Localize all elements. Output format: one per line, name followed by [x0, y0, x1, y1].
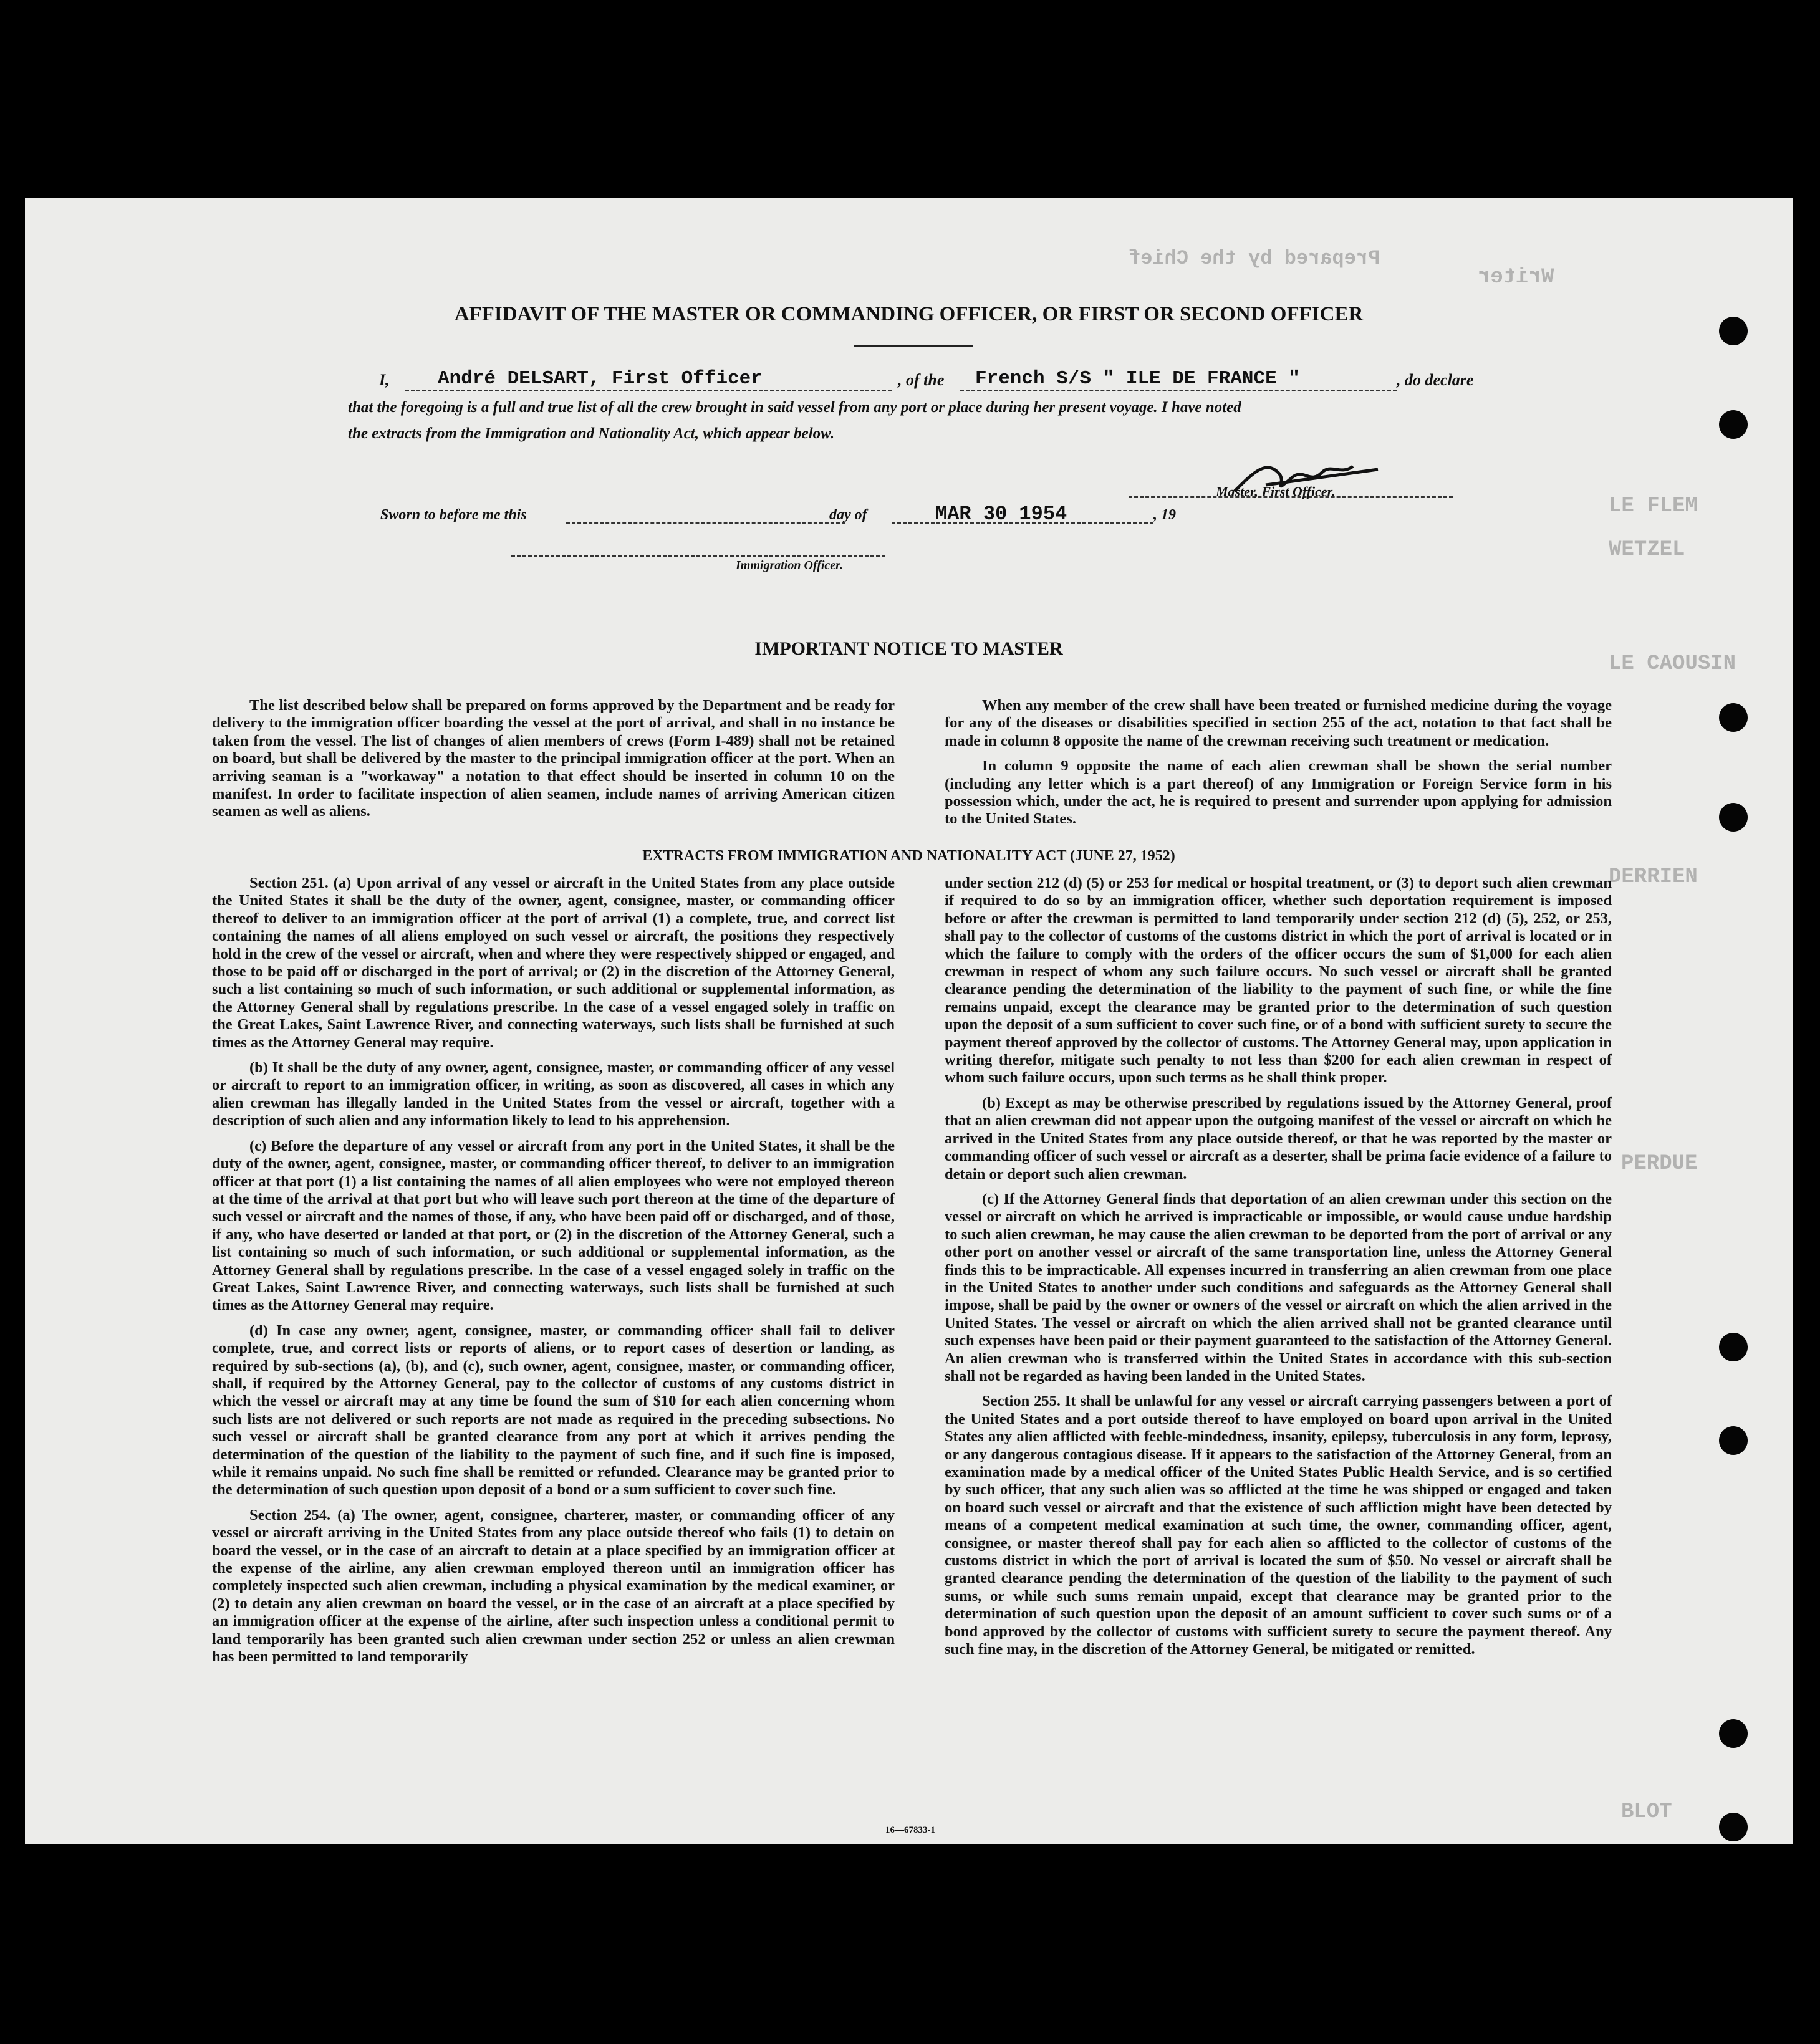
vessel-line — [960, 390, 1397, 391]
extract-paragraph: (d) In case any owner, agent, consignee, master, or commanding officer shall fail to deliver complete, true, and correct lists or reports of aliens, or to report cases of desertion or landing, as required by sub-sections (a), (b), and (c), such owner, agent, consignee, master, or commanding officer, shall, if required by the Attorney General, pay to the collector of customs of any customs district in which the vessel or aircraft may at any time be found the sum of $10 for each alien concerning whom such lists are not delivered or such reports are not made as required in the preceding subsections. No such vessel or aircraft shall be granted clearance from any port at which it arrives pending the determination of the question of the liability to the payment of such fine, and if such fine is imposed, while it remains unpaid. No such fine shall be remitted or refunded. Clearance may be granted prior to the determination of such question upon deposit of a bond or a sum sufficient to cover such fine. — [212, 1322, 895, 1499]
extract-paragraph: Section 254. (a) The owner, agent, consignee, charterer, master, or commanding officer of any vessel or aircraft arriving in the United States from any place outside thereof who fails (1) to detain on board the vessel, or in the case of an aircraft to detain at a place specified by an immigration officer at the expense of the airline, any alien crewman employed thereon until an immigration officer has completely inspected such alien crewman, including a physical examination by the medical examiner, or (2) to detain any alien crewman on board the vessel, or in the case of an aircraft at a place specified by an immigration officer at the expense of the airline, after such inspection unless a conditional permit to land temporarily has been granted such alien crewman under section 252 or unless an alien crewman has been permitted to land temporarily — [212, 1506, 895, 1666]
bleed-through-text: PERDUE — [1621, 1152, 1698, 1176]
day-of-label: day of — [829, 507, 867, 523]
notice-left-paragraph: The list described below shall be prepared on forms approved by the Department and be ready for delivery to the immigration officer boarding the vessel at the port of arrival, and shall in no instance be taken from the vessel. The list of changes of alien members of crews (Form I-489) shall not be retained on board, but shall be delivered by the master to the principal immigration officer at the port. When an arriving seaman is a "workaway" a notation to that effect should be inserted in column 10 on the manifest. In order to facilitate inspection of alien seamen, include names of arriving American citizen seamen as well as aliens. — [212, 697, 895, 820]
title-rule — [854, 345, 973, 347]
extracts-title: EXTRACTS FROM IMMIGRATION AND NATIONALITY ACT (JUNE 27, 1952) — [642, 848, 1175, 864]
officer-name: André DELSART, First Officer — [438, 368, 763, 390]
vessel-name: French S/S " ILE DE FRANCE " — [975, 368, 1300, 390]
name-line — [405, 390, 892, 391]
extracts-left-column — [212, 875, 895, 1673]
extract-paragraph: under section 212 (d) (5) or 253 for medical or hospital treatment, or (3) to deport such alien crewman if required to do so by an immigration officer, whether such deportation requirement is imposed before or after the crewman is permitted to land temporarily under section 212 (d) (5), 252, or 253, shall pay to the collector of customs of the customs district in which the port of arrival is located or in which the failure to comply with the orders of the officer occurs the sum of $1,000 for each alien crewman in respect of whom any such failure occurs. No such vessel or aircraft shall be granted clearance pending the determination of the liability to the payment of such fine, or while the fine remains unpaid, except the clearance may be granted prior to the determination of such question upon the deposit of a sum sufficient to cover such fine, or of a bond with sufficient surety to secure the payment thereof approved by the collector of customs. The Attorney General may, upon application in writing therefor, mitigate such penalty to not less than $200 for each alien crewman in respect of whom such failure occurs, upon such terms as he shall think proper. — [945, 875, 1612, 1087]
signature-caption: Master, First Officer. — [1216, 484, 1336, 499]
binder-hole — [1719, 1426, 1748, 1455]
notice-right-paragraph-2: In column 9 opposite the name of each alien crewman shall be shown the serial number (including any letter which is a part thereof) of any Immigration or Foreign Service form in his possession which, under the act, he is required to present and surrender upon applying for admission to the United States. — [945, 757, 1612, 828]
binder-hole — [1719, 703, 1748, 732]
affidavit-line2: that the foregoing is a full and true list of all the crew brought in said vessel from any port or place during her present voyage. I have noted — [348, 399, 1241, 416]
bleed-through-text: WETZEL — [1609, 538, 1685, 562]
binder-hole — [1719, 1333, 1748, 1361]
bleed-through-text: Writer — [1478, 266, 1554, 289]
extract-paragraph: Section 255. It shall be unlawful for any vessel or aircraft carrying passengers between a port of the United States and a port outside thereof to have employed on board upon arrival in the United States any alien afflicted with feeble-mindedness, insanity, epilepsy, tuberculosis in any form, leprosy, or any dangerous contagious disease. If it appears to the satisfaction of the Attorney General, from an examination made by a medical officer of the United States Public Health Service, and is so certified by such officer, that any such alien was so afflicted at the time he was shipped or engaged and taken on board such vessel or aircraft and that the existence of such affliction might have been detected by means of a competent medical examination at such time, the owner, commanding officer, agent, consignee, or master thereof shall pay for each alien so afflicted to the collector of customs of the customs district in which the port of arrival is located the sum of $50. No vessel or aircraft shall be granted clearance pending the determination of the question of the liability to the payment of such sums, or while such sums remain unpaid, except that clearance may be granted prior to the determination of such question upon the deposit of an amount sufficient to cover such sums or of a bond approved by the collector of customs with sufficient surety to secure the payment thereof. Any such fine may, in the discretion of the Attorney General, be mitigated or remitted. — [945, 1393, 1612, 1658]
binder-hole — [1719, 410, 1748, 439]
form-number: 16—67833-1 — [885, 1825, 935, 1835]
bleed-through-text: DERRIEN — [1609, 865, 1698, 889]
binder-hole — [1719, 803, 1748, 832]
extract-paragraph: (b) It shall be the duty of any owner, agent, consignee, master, or commanding officer of any vessel or aircraft to report to an immigration officer, in writing, as soon as discovered, all cases in which any alien crewman has illegally landed in the United States from the vessel or aircraft, together with a description of such alien and any information likely to lead to his apprehension. — [212, 1059, 895, 1130]
bleed-through-text: BLOT — [1621, 1800, 1672, 1824]
bleed-through-text: Prepared by the Chief — [1129, 247, 1380, 270]
affidavit-title: AFFIDAVIT OF THE MASTER OR COMMANDING OFFICER, OR FIRST OR SECOND OFFICER — [454, 303, 1364, 325]
extract-paragraph: (c) Before the departure of any vessel or aircraft from any port in the United States, it shall be the duty of the owner, agent, consignee, master, or commanding officer thereof, to deliver to an immigration officer at that port (1) a list containing the names of all alien employees who were not employed thereon at the time of the arrival at that port but who will leave such port thereon at the time of the departure of such vessel or aircraft and the names of those, if any, who have been paid off or discharged, and of those, if any, who have deserted or landed at that port, or (2) in the discretion of the Attorney General, such a list containing so much of such information, or such additional or supplemental information, as the Attorney General shall by regulations prescribe. In the case of a vessel engaged solely in traffic on the Great Lakes, Saint Lawrence River, and connecting waterways, such lists shall be furnished at such times as the Attorney General may require. — [212, 1137, 895, 1314]
extracts-right-column — [945, 875, 1612, 1666]
sworn-label: Sworn to before me this — [380, 507, 527, 523]
notice-right-column — [945, 697, 1612, 836]
notice-right-paragraph-1: When any member of the crew shall have been treated or furnished medicine during the voyage for any of the diseases or disabilities specified in section 255 of the act, notation to that fact shall be made in column 8 opposite the name of the crewman receiving such treatment or medication. — [945, 697, 1612, 749]
do-declare-label: , do declare — [1397, 371, 1474, 389]
extract-paragraph: (b) Except as may be otherwise prescribed by regulations issued by the Attorney General, proof that an alien crewman did not appear upon the outgoing manifest of the vessel or aircraft on which he arrived in the United States from any place outside thereof, or that he was reported by the master or commanding officer of such vessel or aircraft as a deserter, shall be prima facie evidence of a failure to detain or deport such alien crewman. — [945, 1094, 1612, 1183]
binder-hole — [1719, 1719, 1748, 1748]
bleed-through-text: LE CAOUSIN — [1609, 652, 1736, 676]
officer-line — [511, 555, 885, 557]
notice-title: IMPORTANT NOTICE TO MASTER — [754, 638, 1063, 659]
extract-paragraph: Section 251. (a) Upon arrival of any vessel or aircraft in the United States from any place outside the United States it shall be the duty of the owner, agent, consignee, master, or commanding officer thereof to deliver to an immigration officer at the port of arrival (1) a complete, true, and correct list containing the names of all aliens employed on such vessel or aircraft, the positions they respectively hold in the crew of the vessel or aircraft, when and where they were respectively shipped or engaged, and those to be paid off or discharged in the port of arrival; or (2) in the discretion of the Attorney General, such a list containing so much of such information, or such additional or supplemental information, as the Attorney General shall by regulations prescribe. In the case of a vessel engaged solely in traffic on the Great Lakes, Saint Lawrence River, and connecting waterways, such lists shall be furnished at such times as the Attorney General may require. — [212, 875, 895, 1051]
bleed-through-text: LE FLEM — [1609, 494, 1698, 518]
binder-hole — [1719, 1813, 1748, 1841]
immigration-officer-caption: Immigration Officer. — [736, 559, 843, 572]
year-suffix: , 19 — [1153, 507, 1176, 523]
of-the-label: , of the — [898, 371, 945, 389]
sworn-date-stamp: MAR 30 1954 — [935, 502, 1067, 525]
affidavit-line3: the extracts from the Immigration and Nationality Act, which appear below. — [348, 425, 835, 442]
affidavit-i: I, — [379, 371, 390, 389]
extract-paragraph: (c) If the Attorney General finds that deportation of an alien crewman under this section on the vessel or aircraft on which he arrived is impracticable or impossible, or would cause undue hardship to such alien crewman, he may cause the alien crewman to be deported from the port of arrival or any other port on another vessel or aircraft of the same transportation line, unless the Attorney General finds this to be impracticable. All expenses incurred in transferring an alien crewman from one place in the United States to another under such conditions and safeguards as the Attorney General shall impose, shall be paid by the owner or owners of the vessel or aircraft on which the alien arrived in the United States. The vessel or aircraft on which the alien arrived shall not be granted clearance until such expenses have been paid or their payment guaranteed to the satisfaction of the Attorney General. An alien crewman who is transferred within the United States in accordance with this sub-section shall not be regarded as having been landed in the United States. — [945, 1190, 1612, 1384]
document-page — [25, 198, 1793, 1844]
sworn-day-line — [566, 522, 845, 524]
binder-hole — [1719, 317, 1748, 345]
notice-left-column — [212, 697, 895, 828]
